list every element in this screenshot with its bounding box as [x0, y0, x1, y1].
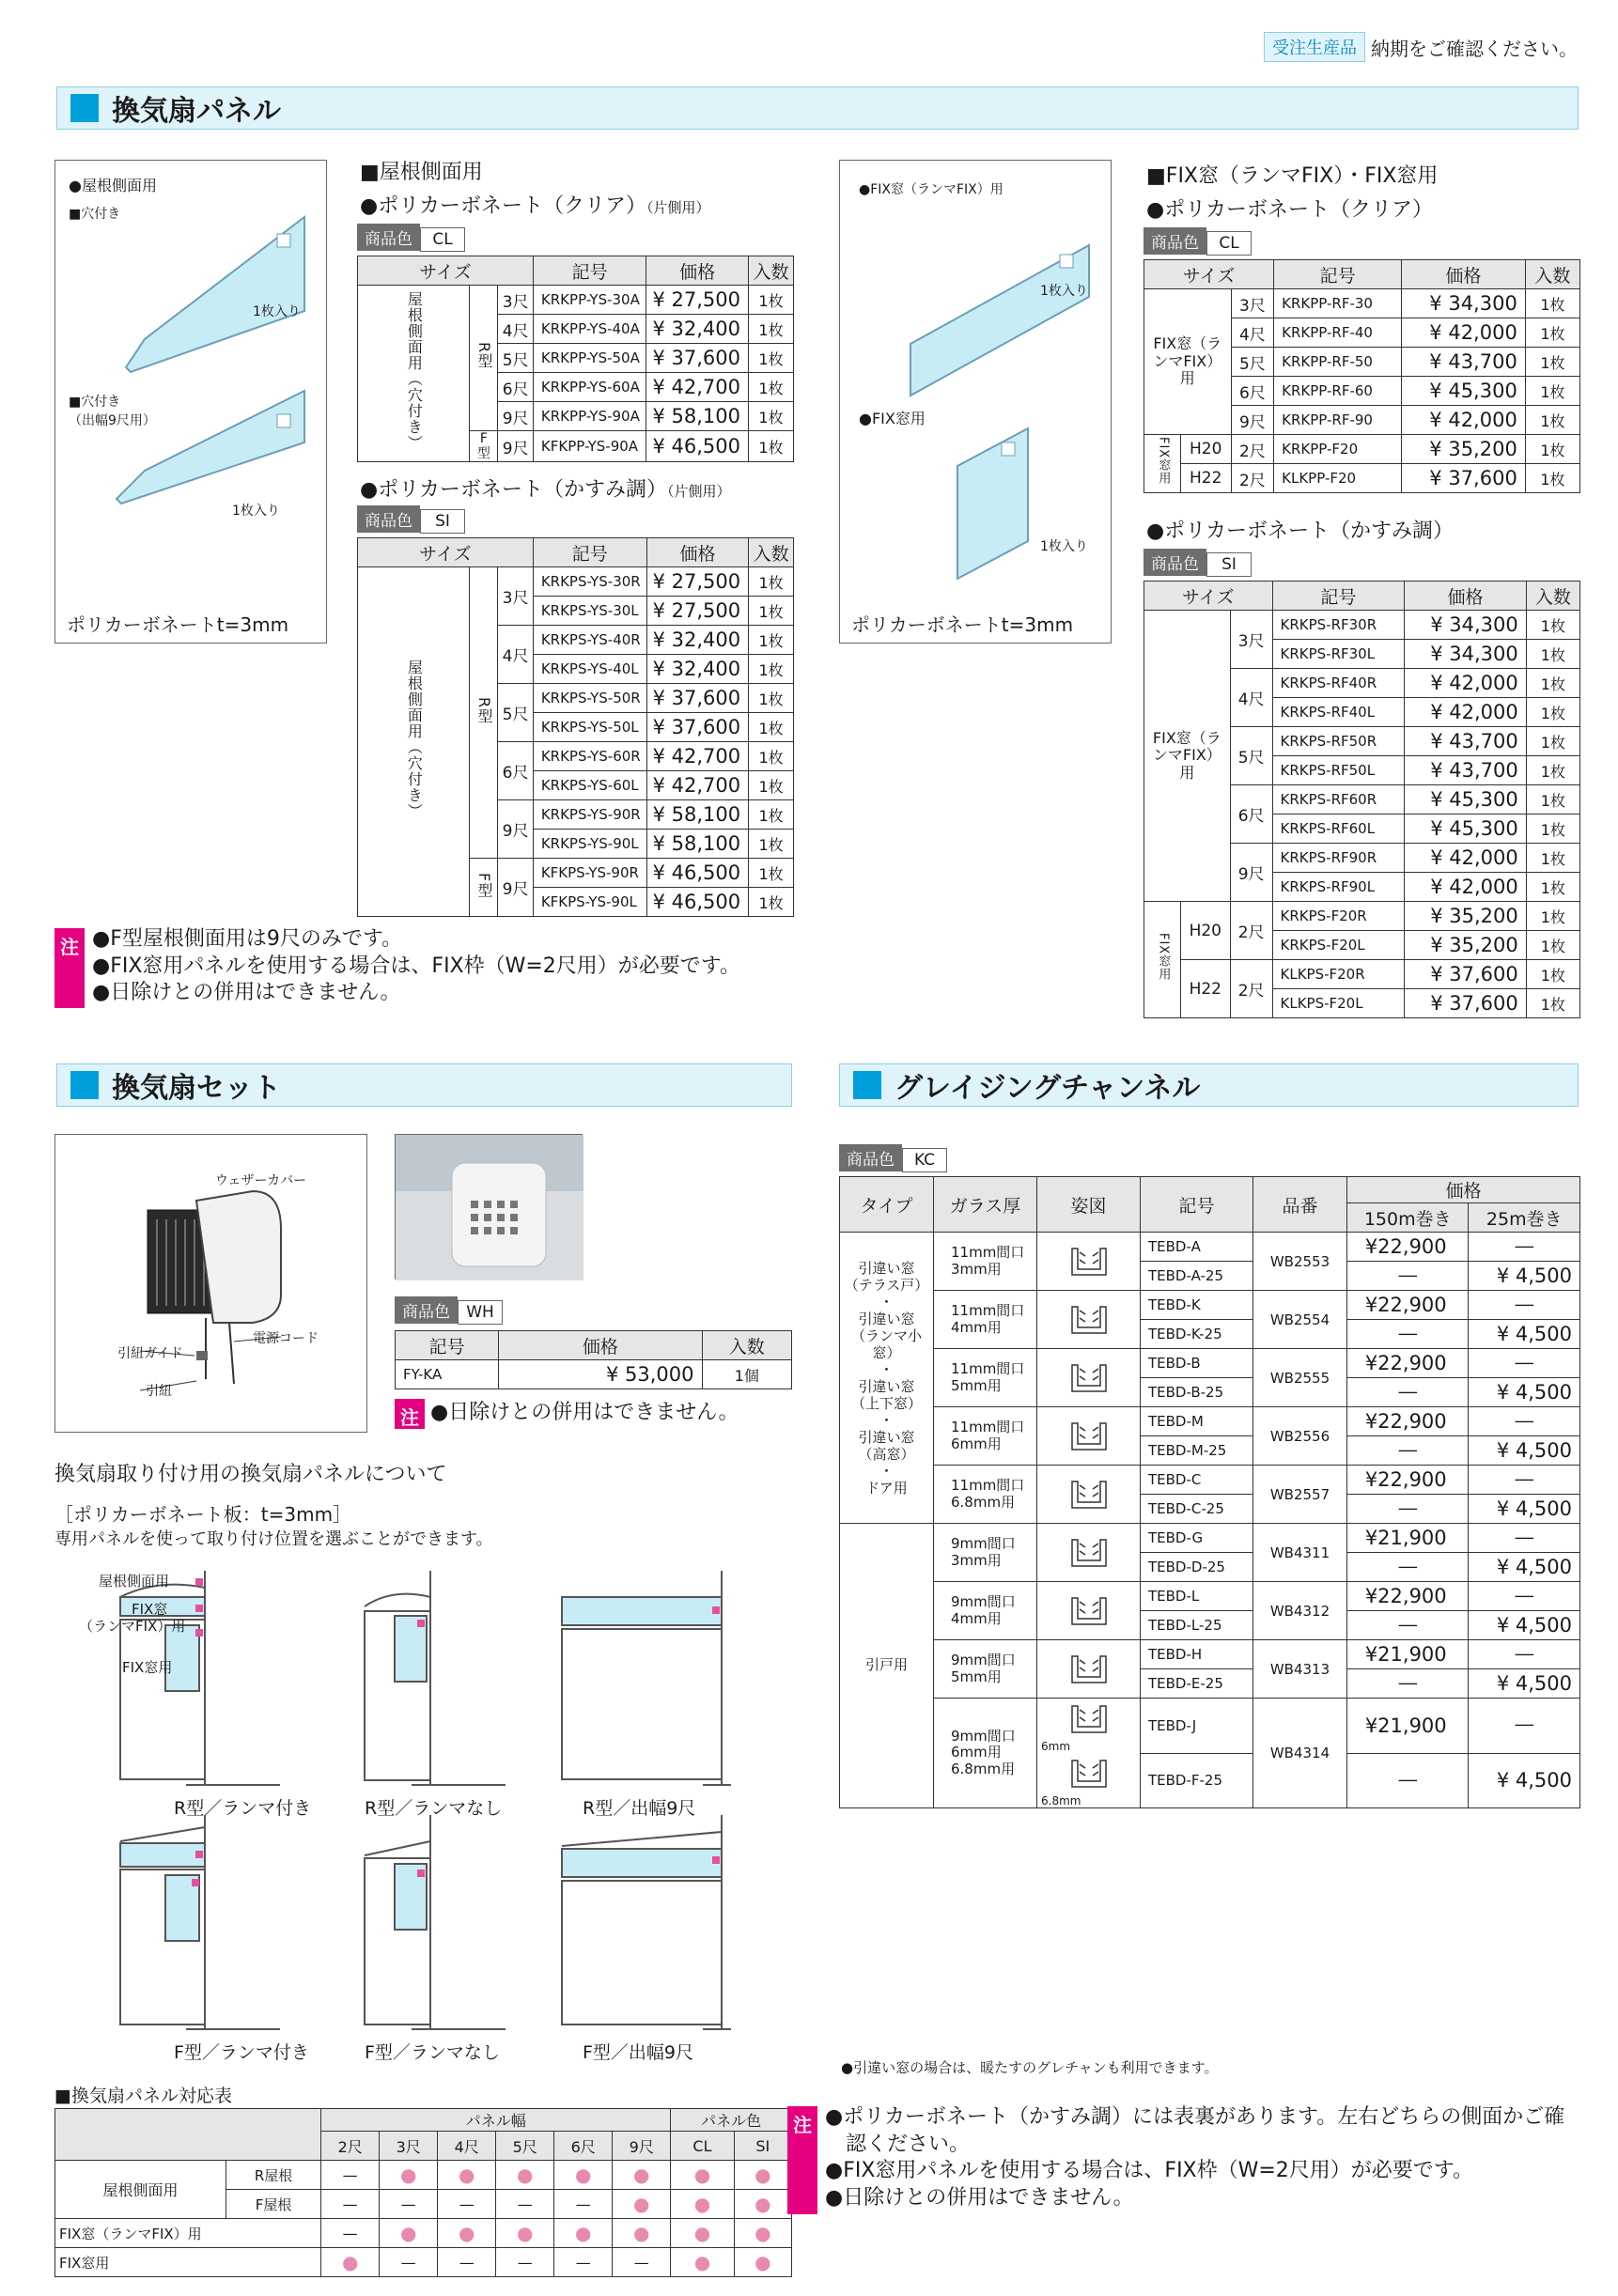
qty-label: 1枚入り — [253, 304, 301, 319]
channel-profile-icon — [1061, 1753, 1117, 1791]
price-25-cell: ── — [1469, 1699, 1580, 1754]
code-cell: TEBD-L-25 — [1141, 1611, 1253, 1640]
channel-profile-icon — [1061, 1474, 1117, 1512]
table-row: 4尺 KRKPP-RF-40 ¥ 42,000 1枚 — [1144, 318, 1580, 348]
label-roof-side: 屋根側面用 — [99, 1573, 170, 1590]
label-string-guide: 引紐ガイド — [117, 1346, 183, 1361]
price-25-cell: ¥ 4,500 — [1469, 1553, 1580, 1582]
table-row: 4尺 KRKPS-RF40R ¥ 42,000 1枚 — [1144, 669, 1580, 698]
table-row: F型 9尺 KFKPP-YS-90A ¥ 46,500 1枚 — [358, 431, 794, 462]
label-weather-cover: ウェザーカバー — [215, 1173, 307, 1188]
section3-notes: ●ポリカーボネート（かすみ調）には表裏があります。左右どちらの側面かご確 認ください。 ●FIX窓用パネルを使用する場合は、FIX枠（W=2尺用）が必要です。 ●日除けとの併用はできません。 — [825, 2105, 1565, 2210]
price-25-cell: ¥ 4,500 — [1469, 1320, 1580, 1349]
table-row: 屋根側面用 R屋根 — ● ● ● ● ● ● ● — [55, 2161, 792, 2190]
channel-profile-icon — [1061, 1649, 1117, 1686]
table-row — [840, 1582, 1580, 1611]
part-cell: WB2556 — [1253, 1407, 1347, 1466]
price-150-cell: ¥22,900 — [1347, 1291, 1469, 1320]
fan-set-table: 記号 価格 入数 FY-KA ¥ 53,000 1個 — [395, 1330, 792, 1389]
qty-label: 1枚入り — [1040, 284, 1088, 299]
table-row — [840, 1640, 1580, 1669]
caption-r-ranma: R型／ランマ付き — [174, 1798, 312, 1819]
section-title-fan-panel: 換気扇パネル — [56, 86, 1579, 130]
price-150-cell: ── — [1347, 1553, 1469, 1582]
table-row: KRKPS-RF50L ¥ 43,700 1枚 — [1144, 756, 1580, 785]
price-150-cell: ── — [1347, 1436, 1469, 1466]
price-25-cell: ── — [1469, 1291, 1580, 1320]
about-title: 換気扇取り付け用の換気扇パネルについて — [54, 1463, 447, 1486]
caption-r-noranma: R型／ランマなし — [365, 1798, 503, 1819]
price-150-cell: ── — [1347, 1262, 1469, 1291]
part-cell: WB2553 — [1253, 1233, 1347, 1291]
label-fix-use: FIX窓用 — [122, 1659, 173, 1676]
price-25-cell: ¥ 4,500 — [1469, 1495, 1580, 1524]
price-25-cell: ── — [1469, 1349, 1580, 1378]
code-cell: TEBD-H — [1141, 1640, 1253, 1669]
code-cell: TEBD-L — [1141, 1582, 1253, 1611]
code-cell: TEBD-F-25 — [1141, 1753, 1253, 1808]
color-value: CL — [420, 227, 465, 252]
table-row: KRKPS-YS-40L ¥ 32,400 1枚 — [358, 655, 794, 684]
table-row: 9尺 KRKPP-RF-90 ¥ 42,000 1枚 — [1144, 406, 1580, 435]
part-cell: WB4312 — [1253, 1582, 1347, 1640]
table-row: KRKPS-YS-50L ¥ 37,600 1枚 — [358, 713, 794, 742]
qty-label: 1枚入り — [1040, 539, 1088, 554]
glass-cell: 11mm間口 6.8mm用 — [934, 1466, 1037, 1524]
table-row: FIX窓（ランマFIX）用 3尺 KRKPP-RF-30 ¥ 34,300 1枚 — [1144, 289, 1580, 318]
code-cell: TEBD-C-25 — [1141, 1495, 1253, 1524]
table-row: 屋根側面用（穴付き） R型 3尺 KRKPS-YS-30R ¥ 27,500 1枚 — [358, 567, 794, 597]
roof-kasumi-table: サイズ 記号 価格 入数 屋根側面用（穴付き） R型 3尺 KRKPS-YS-30R ¥ 27,500 1枚 KRKPS-YS-30L ¥ 27,500 1枚 4尺 KRKPS-YS-40R ¥ 32,400 1枚 KRKPS-YS-40L ¥ 32,400 1枚 5尺 KRKPS-YS-50R ¥ 37,600 1枚 KRKPS-YS-50L ¥ 37,600 1枚 6尺 KRKPS-YS-60R ¥ 42,700 1枚 KRKPS-YS-60L ¥ 42,700 1枚 9尺 KRKPS-YS-90R ¥ 58,100 1枚 KRKPS-YS-90L ¥ 58,100 1枚 F型 9尺 KFKPS-YS-90R ¥ 46,500 1枚 KFKPS-YS-90L ¥ 46,500 1枚 — [357, 537, 794, 917]
shape-cell — [1037, 1640, 1141, 1699]
code-cell: TEBD-B — [1141, 1349, 1253, 1378]
price-150-cell: ── — [1347, 1753, 1469, 1808]
price-25-cell: ── — [1469, 1640, 1580, 1669]
fix-panel-image — [839, 160, 1112, 644]
fix-panel-illustration — [840, 161, 1112, 644]
code-cell: TEBD-A-25 — [1141, 1262, 1253, 1291]
glass-cell: 9mm間口 6mm用 6.8mm用 — [934, 1699, 1037, 1808]
table-row: 5尺 KRKPP-RF-50 ¥ 43,700 1枚 — [1144, 348, 1580, 377]
type-cell: 引違い窓 （テラス戸） ・ 引違い窓 （ランマ小窓） ・ 引違い窓 （上下窓） ・ 引違い窓 （高窓） ・ ドア用 — [840, 1233, 934, 1524]
caption-f-9: F型／出幅9尺 — [583, 2042, 694, 2063]
table-row: FIX窓用 H20 2尺 KRKPP-F20 ¥ 35,200 1枚 — [1144, 435, 1580, 464]
price-25-cell: ── — [1469, 1582, 1580, 1611]
price-150-cell: ¥21,900 — [1347, 1699, 1469, 1754]
table-row — [840, 1233, 1580, 1262]
table-row: F型 9尺 KFKPS-YS-90R ¥ 46,500 1枚 — [358, 859, 794, 888]
channel-profile-icon — [1061, 1299, 1117, 1337]
table-row: 6尺 KRKPP-YS-60A ¥ 42,700 1枚 — [358, 373, 794, 402]
price-150-cell: ¥21,900 — [1347, 1524, 1469, 1553]
price-25-cell: ¥ 4,500 — [1469, 1753, 1580, 1808]
table-row: F屋根 — — — — — ● ● ● — [55, 2190, 792, 2219]
price-150-cell: ── — [1347, 1378, 1469, 1407]
note-mark: 注 — [54, 928, 85, 1008]
price-150-cell: ¥22,900 — [1347, 1407, 1469, 1436]
section1-notes: ●F型屋根側面用は9尺のみです。 ●FIX窓用パネルを使用する場合は、FIX枠（W=2尺用）が必要です。 ●日除けとの併用はできません。 — [92, 927, 741, 1005]
table-row: H22 2尺 KLKPS-F20R ¥ 37,600 1枚 — [1144, 960, 1580, 989]
th-price: 価格 — [646, 256, 749, 286]
channel-profile-icon — [1061, 1357, 1117, 1395]
label-roof-side: ●屋根側面用 — [69, 177, 157, 194]
channel-profile-icon — [1061, 1416, 1117, 1453]
code-cell: TEBD-C — [1141, 1466, 1253, 1495]
price-25-cell: ¥ 4,500 — [1469, 1262, 1580, 1291]
made-to-order-badge: 受注生産品 — [1264, 32, 1365, 62]
code-cell: TEBD-B-25 — [1141, 1378, 1253, 1407]
color-label: 商品色 — [357, 224, 420, 251]
material-caption: ポリカーボネートt=3mm — [67, 613, 289, 636]
shape-cell — [1037, 1582, 1141, 1640]
fan-drawing — [55, 1135, 368, 1434]
label-power-cord: 電源コード — [253, 1331, 319, 1346]
qty-label: 1枚入り — [232, 504, 280, 519]
code-cell: TEBD-D-25 — [1141, 1553, 1253, 1582]
caption-r-9: R型／出幅9尺 — [583, 1798, 696, 1819]
table-row: 4尺 KRKPP-YS-40A ¥ 32,400 1枚 — [358, 315, 794, 344]
color-value: KC — [902, 1148, 947, 1172]
glass-cell: 11mm間口 4mm用 — [934, 1291, 1037, 1349]
fix-clear-table: サイズ 記号 価格 入数 FIX窓（ランマFIX）用 3尺 KRKPP-RF-30 ¥ 34,300 1枚 4尺 KRKPP-RF-40 ¥ 42,000 1枚 5尺 KRKPP-RF-50 ¥ 43,700 1枚 6尺 KRKPP-RF-60 ¥ 45,300 1枚 9尺 KRKPP-RF-90 ¥ 42,000 1枚 FIX窓用 H20 2尺 KRKPP-F20 ¥ 35,200 1枚 H22 2尺 KLKPP-F20 ¥ 37,600 1枚 — [1143, 259, 1580, 493]
code-cell: TEBD-M-25 — [1141, 1436, 1253, 1466]
code-cell: TEBD-J — [1141, 1699, 1253, 1754]
table-row: FIX窓用 H20 2尺 KRKPS-F20R ¥ 35,200 1枚 — [1144, 902, 1580, 931]
fix-clear-color: 商品色 CL — [1143, 227, 1252, 256]
header-notice — [1264, 32, 1578, 62]
glass-cell: 11mm間口 3mm用 — [934, 1233, 1037, 1291]
shape-cell — [1037, 1524, 1141, 1582]
type-label: R型 — [475, 342, 494, 370]
table-row: 4尺 KRKPS-YS-40R ¥ 32,400 1枚 — [358, 626, 794, 655]
table-row: 9尺 KRKPS-YS-90R ¥ 58,100 1枚 — [358, 800, 794, 830]
roof-side-panel-image — [54, 160, 327, 644]
about-sub: ［ポリカーボネート板：t=3mm］ — [54, 1503, 352, 1526]
channel-profile-icon — [1061, 1590, 1117, 1628]
fan-photo — [395, 1134, 583, 1280]
code-cell: TEBD-E-25 — [1141, 1669, 1253, 1699]
part-cell: WB2555 — [1253, 1349, 1347, 1407]
label-9shaku: （出幅9尺用） — [69, 413, 156, 428]
table-row: KRKPS-RF60L ¥ 45,300 1枚 — [1144, 814, 1580, 844]
price-150-cell: ¥21,900 — [1347, 1640, 1469, 1669]
roof-side-heading: ■屋根側面用 — [360, 161, 483, 184]
table-row: KRKPS-RF90L ¥ 42,000 1枚 — [1144, 873, 1580, 902]
caption-f-ranma: F型／ランマ付き — [174, 2042, 309, 2063]
compat-table: パネル幅 パネル色 2尺 3尺 4尺 5尺 6尺 9尺 CL SI 屋根側面用 R屋根 — ● ● ● ● ● ● ● F屋根 — — — — — ● ● ● FIX窓（ランマFIX）用 — ● ● ● ● ● ● ● FIX窓用 ● — — — — — ● ● — [54, 2108, 792, 2277]
group-label: FIX窓（ランマFIX）用 — [1144, 289, 1232, 435]
table-row: FIX窓用 ● — — — — — ● ● — [55, 2248, 792, 2277]
table-row: 9尺 KRKPP-YS-90A ¥ 58,100 1枚 — [358, 402, 794, 431]
th-code: 記号 — [533, 256, 646, 286]
price-150-cell: ── — [1347, 1669, 1469, 1699]
price-150-cell: ¥22,900 — [1347, 1582, 1469, 1611]
part-cell: WB4314 — [1253, 1699, 1347, 1808]
caption-f-noranma: F型／ランマなし — [365, 2042, 500, 2063]
price-150-cell: ¥22,900 — [1347, 1466, 1469, 1495]
part-cell: WB4313 — [1253, 1640, 1347, 1699]
table-row: 6尺 KRKPS-RF60R ¥ 45,300 1枚 — [1144, 785, 1580, 814]
label-fix-window: FIX窓 — [132, 1601, 168, 1618]
roof-kasumi-color: 商品色 SI — [357, 505, 465, 534]
part-cell: WB4311 — [1253, 1524, 1347, 1582]
roof-clear-color — [357, 224, 465, 252]
fan-set-note: ●日除けとの併用はできません。 — [430, 1401, 739, 1424]
table-row — [840, 1466, 1580, 1495]
th-qty: 入数 — [748, 256, 793, 286]
glazing-footnote: ●引違い窓の場合は、暖たすのグレチャンも利用できます。 — [841, 2059, 1219, 2076]
color-value: SI — [420, 509, 465, 534]
code-cell: TEBD-K — [1141, 1291, 1253, 1320]
channel-profile-icon — [1061, 1241, 1117, 1279]
color-value: SI — [1206, 552, 1252, 577]
label-with-hole: ■穴付き — [69, 207, 121, 222]
price-150-cell: ¥22,900 — [1347, 1233, 1469, 1262]
price-25-cell: ¥ 4,500 — [1469, 1436, 1580, 1466]
table-row: FY-KA ¥ 53,000 1個 — [396, 1360, 792, 1389]
table-row — [840, 1524, 1580, 1553]
table-row: KRKPS-YS-30L ¥ 27,500 1枚 — [358, 597, 794, 626]
table-row — [840, 1699, 1580, 1754]
channel-profile-icon — [1061, 1699, 1117, 1736]
shape-cell — [1037, 1291, 1141, 1349]
note-mark: 注 — [395, 1399, 425, 1429]
table-row: KRKPS-YS-90L ¥ 58,100 1枚 — [358, 830, 794, 859]
table-row: 9尺 KRKPS-RF90R ¥ 42,000 1枚 — [1144, 844, 1580, 873]
note-mark: 注 — [787, 2106, 817, 2214]
price-25-cell: ── — [1469, 1233, 1580, 1262]
color-value: WH — [458, 1300, 503, 1325]
about-text: 専用パネルを使って取り付け位置を選ぶことができます。 — [54, 1529, 493, 1549]
price-150-cell: ── — [1347, 1611, 1469, 1640]
fix-heading: ■FIX窓（ランマFIX）・FIX窓用 — [1146, 164, 1439, 188]
table-row: KLKPS-F20L ¥ 37,600 1枚 — [1144, 989, 1580, 1018]
roof-kasumi-heading: ●ポリカーボネート（かすみ調）（片側用） — [360, 478, 731, 502]
price-25-cell: ── — [1469, 1466, 1580, 1495]
delivery-notice: 納期をご確認ください。 — [1371, 37, 1578, 60]
shape-cell — [1037, 1466, 1141, 1524]
section-square-icon — [853, 1071, 881, 1099]
group-label: 屋根側面用（穴付き） — [405, 291, 424, 452]
glass-cell: 9mm間口 5mm用 — [934, 1640, 1037, 1699]
price-25-cell: ¥ 4,500 — [1469, 1611, 1580, 1640]
shape-cell — [1037, 1349, 1141, 1407]
table-row: KRKPS-RF40L ¥ 42,000 1枚 — [1144, 698, 1580, 727]
code-cell: TEBD-G — [1141, 1524, 1253, 1553]
price-25-cell: ── — [1469, 1407, 1580, 1436]
channel-profile-icon — [1061, 1532, 1117, 1570]
fix-kasumi-heading: ●ポリカーボネート（かすみ調） — [1146, 520, 1454, 543]
fix-kasumi-color: 商品色 SI — [1143, 549, 1252, 577]
label-with-hole-9: ■穴付き — [69, 395, 121, 410]
shape-cell: 6mm 6.8mm — [1037, 1699, 1141, 1808]
table-row — [840, 1349, 1580, 1378]
section-square-icon — [70, 1071, 99, 1099]
price-25-cell: ¥ 4,500 — [1469, 1378, 1580, 1407]
table-row: 5尺 KRKPP-YS-50A ¥ 37,600 1枚 — [358, 344, 794, 373]
shape-cell — [1037, 1407, 1141, 1466]
material-caption: ポリカーボネートt=3mm — [851, 613, 1074, 636]
table-row: FIX窓（ランマFIX）用 — ● ● ● ● ● ● ● — [55, 2219, 792, 2248]
price-25-cell: ¥ 4,500 — [1469, 1669, 1580, 1699]
fix-clear-heading: ●ポリカーボネート（クリア） — [1146, 198, 1433, 222]
table-row — [840, 1407, 1580, 1436]
glazing-color: 商品色 KC — [839, 1144, 947, 1172]
section-title-glazing-channel: グレイジングチャンネル — [839, 1063, 1579, 1107]
glass-cell: 9mm間口 3mm用 — [934, 1524, 1037, 1582]
roof-clear-table — [357, 256, 794, 462]
table-row — [840, 1291, 1580, 1320]
section-square-icon — [70, 94, 99, 122]
table-row: FIX窓（ランマFIX）用 3尺 KRKPS-RF30R ¥ 34,300 1枚 — [1144, 611, 1580, 640]
glass-cell: 9mm間口 4mm用 — [934, 1582, 1037, 1640]
fix-kasumi-table: サイズ 記号 価格 入数 FIX窓（ランマFIX）用 3尺 KRKPS-RF30R ¥ 34,300 1枚 KRKPS-RF30L ¥ 34,300 1枚 4尺 KRKPS-RF40R ¥ 42,000 1枚 KRKPS-RF40L ¥ 42,000 1枚 5尺 KRKPS-RF50R ¥ 43,700 1枚 KRKPS-RF50L ¥ 43,700 1枚 6尺 KRKPS-RF60R ¥ 45,300 1枚 KRKPS-RF60L ¥ 45,300 1枚 9尺 KRKPS-RF90R ¥ 42,000 1枚 KRKPS-RF90L ¥ 42,000 1枚 FIX窓用 H20 2尺 KRKPS-F20R ¥ 35,200 1枚 KRKPS-F20L ¥ 35,200 1枚 H22 2尺 KLKPS-F20R ¥ 37,600 1枚 KLKPS-F20L ¥ 37,600 1枚 — [1143, 581, 1580, 1018]
table-row: 屋根側面用（穴付き） R型 3尺 KRKPP-YS-30A ¥ 27,500 1枚 — [358, 286, 794, 315]
price-150-cell: ¥22,900 — [1347, 1349, 1469, 1378]
type-cell: 引戸用 — [840, 1524, 934, 1808]
price-150-cell: ── — [1347, 1495, 1469, 1524]
roof-clear-heading: ●ポリカーボネート（クリア）（片側用） — [360, 194, 710, 218]
table-row: H22 2尺 KLKPP-F20 ¥ 37,600 1枚 — [1144, 464, 1580, 493]
fan-set-diagram — [54, 1134, 367, 1433]
glass-cell: 11mm間口 6mm用 — [934, 1407, 1037, 1466]
table-row: KRKPS-RF30L ¥ 34,300 1枚 — [1144, 640, 1580, 669]
glass-cell: 11mm間口 5mm用 — [934, 1349, 1037, 1407]
fan-color: 商品色 WH — [395, 1296, 503, 1325]
label-fix-ranma: ●FIX窓（ランマFIX）用 — [859, 182, 1003, 197]
compat-title: ■換気扇パネル対応表 — [54, 2086, 232, 2106]
price-150-cell: ── — [1347, 1320, 1469, 1349]
fan-photo-illustration — [396, 1135, 583, 1280]
code-cell: TEBD-A — [1141, 1233, 1253, 1262]
table-row: 5尺 KRKPS-RF50R ¥ 43,700 1枚 — [1144, 727, 1580, 756]
table-row: 5尺 KRKPS-YS-50R ¥ 37,600 1枚 — [358, 684, 794, 713]
table-row: KRKPS-F20L ¥ 35,200 1枚 — [1144, 931, 1580, 960]
price-25-cell: ── — [1469, 1524, 1580, 1553]
label-pull-string: 引紐 — [146, 1384, 172, 1399]
part-cell: WB2554 — [1253, 1291, 1347, 1349]
part-cell: WB2557 — [1253, 1466, 1347, 1524]
table-row: KFKPS-YS-90L ¥ 46,500 1枚 — [358, 888, 794, 917]
th-size: サイズ — [358, 256, 534, 286]
label-fix-ranma: （ランマFIX）用 — [79, 1618, 186, 1635]
table-row: 6尺 KRKPS-YS-60R ¥ 42,700 1枚 — [358, 742, 794, 771]
code-cell: TEBD-M — [1141, 1407, 1253, 1436]
label-fix: ●FIX窓用 — [859, 410, 926, 427]
color-value: CL — [1206, 231, 1252, 256]
table-row: KRKPS-YS-60L ¥ 42,700 1枚 — [358, 771, 794, 800]
shape-cell — [1037, 1233, 1141, 1291]
table-row: 6尺 KRKPP-RF-60 ¥ 45,300 1枚 — [1144, 377, 1580, 406]
code-cell: TEBD-K-25 — [1141, 1320, 1253, 1349]
glazing-channel-table: タイプ ガラス厚 姿図 記号 品番 価格 150m巻き 25m巻き 引違い窓 （テラス戸） ・ 引違い窓 （ランマ小窓） ・ 引違い窓 （上下窓） ・ 引違い窓 （高窓） ・ ドア用 11mm間口 3mm用 TEBD-A WB2553 ¥22,900 ── TEBD-A-25 ── ¥ 4,500 11mm間口 4mm用 TEBD-K WB2554 ¥22,900 ── TEBD-K-25 ── ¥ 4,500 11mm間口 5mm用 TEBD-B WB2555 ¥22,900 ── TEBD-B-25 ── ¥ 4,500 11mm間口 6mm用 TEBD-M WB2556 ¥22,900 ── TEBD-M-25 ── ¥ 4,500 11mm間口 6.8mm用 TEBD-C WB2557 ¥22,900 ── TEBD-C-25 ── ¥ 4,500 引戸用 9mm間口 3mm用 TEBD-G WB4311 ¥21,900 ── TEBD-D-25 ── ¥ 4,500 9mm間口 4mm用 TEBD-L WB4312 ¥22,900 ── TEBD-L-25 ── ¥ 4,500 9mm間口 5mm用 TEBD-H WB4313 ¥21,900 ── TEBD-E-25 ── ¥ 4,500 9mm間口 6mm用 6.8mm用 6mm 6.8mm TEBD-J WB4314 ¥21,900 ── TEBD-F-25 ── ¥ 4,500 — [839, 1176, 1580, 1808]
section-title-fan-set: 換気扇セット — [56, 1063, 792, 1107]
